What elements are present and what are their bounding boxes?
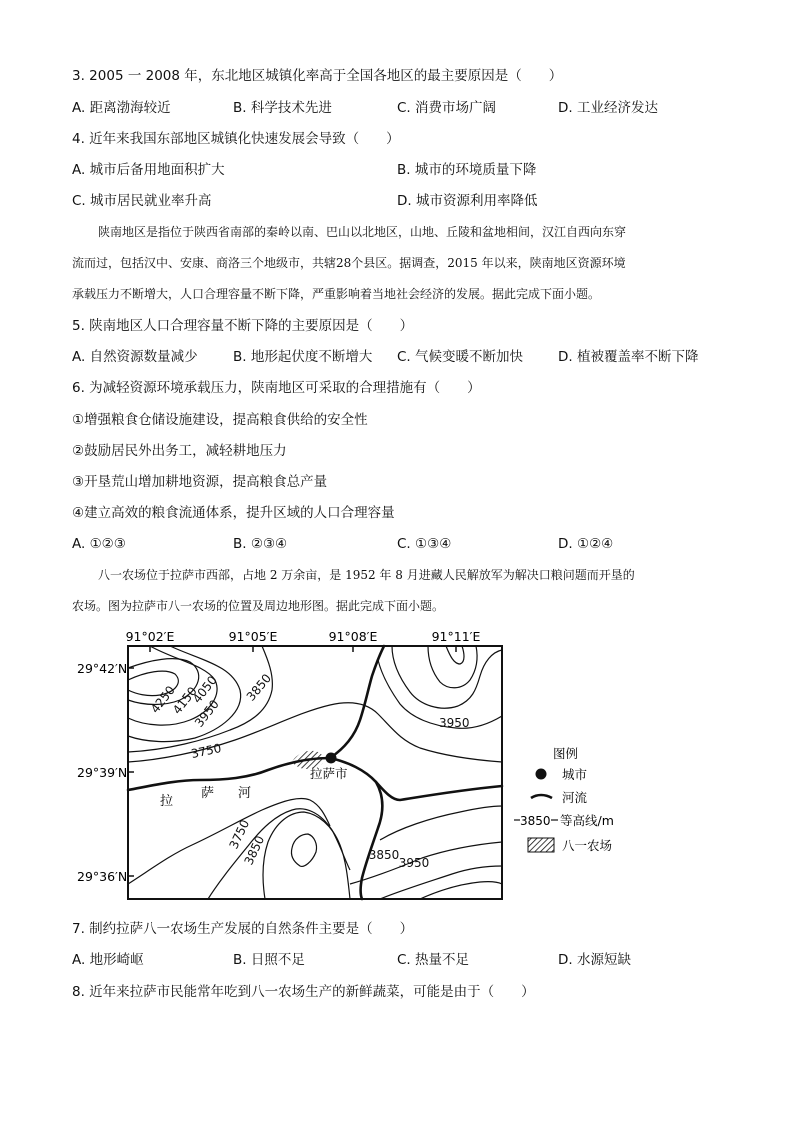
lon-label-1: 91°02′E bbox=[125, 629, 175, 644]
contour-ne-2 bbox=[446, 646, 464, 664]
contour-se-3 bbox=[380, 806, 502, 840]
q6-option-c: C. ①③④ bbox=[397, 536, 452, 552]
river-south-branch bbox=[361, 782, 383, 899]
q3-option-b: B. 科学技术先进 bbox=[233, 100, 332, 116]
topographic-map bbox=[0, 620, 794, 910]
legend-contour-value: 3850 bbox=[520, 814, 551, 828]
q6-statement-1: ①增强粮食仓储设施建设，提高粮食供给的安全性 bbox=[72, 412, 368, 428]
q5-option-a: A. 自然资源数量减少 bbox=[72, 349, 198, 365]
q4-option-a: A. 城市后备用地面积扩大 bbox=[72, 162, 225, 178]
q4-option-d: D. 城市资源利用率降低 bbox=[397, 193, 538, 209]
contour-label-3850-south: 3850 bbox=[241, 833, 268, 868]
q6-statement-2: ②鼓励居民外出务工，减轻耕地压力 bbox=[72, 443, 287, 459]
contour-label-3950-se: 3950 bbox=[398, 856, 430, 870]
legend-river-label: 河流 bbox=[562, 790, 588, 805]
contour-labels bbox=[148, 671, 470, 870]
contour-label-3950-ne: 3950 bbox=[439, 716, 470, 730]
lon-label-3: 91°08′E bbox=[328, 629, 378, 644]
contour-label-4250: 4250 bbox=[147, 683, 178, 716]
q7-option-c: C. 热量不足 bbox=[397, 952, 470, 968]
contour-label-3850-se: 3850 bbox=[368, 848, 400, 862]
passage-shaannan bbox=[72, 217, 724, 310]
contour-label-4050: 4050 bbox=[189, 673, 220, 706]
passage-shaannan-line-2: 流而过，包括汉中、安康、商洛三个地级市，共辖28个县区。据调查，2015 年以来，陕南地区资源环境 bbox=[72, 256, 626, 270]
lat-label-3: 29°36′N bbox=[77, 869, 128, 884]
river-char-sa: 萨 bbox=[201, 786, 215, 801]
q7-option-a: A. 地形崎岖 bbox=[72, 952, 144, 968]
q7-option-d: D. 水源短缺 bbox=[558, 952, 631, 968]
river-east-branch bbox=[330, 758, 502, 800]
q3-option-d: D. 工业经济发达 bbox=[558, 100, 658, 116]
contour-label-3850-nw: 3850 bbox=[243, 671, 275, 704]
q5-option-c: C. 气候变暖不断加快 bbox=[397, 349, 524, 365]
legend-city-marker bbox=[536, 769, 547, 780]
river-north-branch bbox=[330, 646, 384, 758]
q4-stem: 4. 近年来我国东部地区城镇化快速发展会导致（ ） bbox=[72, 131, 400, 147]
q6-statement-4: ④建立高效的粮食流通体系，提升区域的人口合理容量 bbox=[72, 505, 395, 521]
map-legend bbox=[514, 746, 614, 853]
q7-stem: 7. 制约拉萨八一农场生产发展的自然条件主要是（ ） bbox=[72, 921, 414, 937]
lhasa-city-marker bbox=[326, 753, 337, 764]
passage-bayi-farm-line-1: 八一农场位于拉萨市西部，占地 2 万余亩，是 1952 年 8 月进藏人民解放军为解决口粮问题而开垦的 bbox=[98, 568, 635, 582]
contour-label-3750-south: 3750 bbox=[226, 817, 253, 852]
q3-option-a: A. 距离渤海较近 bbox=[72, 100, 171, 116]
lat-label-1: 29°42′N bbox=[77, 661, 128, 676]
q7-option-b: B. 日照不足 bbox=[233, 952, 305, 968]
q6-option-b: B. ②③④ bbox=[233, 536, 288, 552]
legend-title: 图例 bbox=[553, 746, 579, 761]
q5-stem: 5. 陕南地区人口合理容量不断下降的主要原因是（ ） bbox=[72, 318, 414, 334]
legend-city-label: 城市 bbox=[562, 767, 588, 782]
contour-south-hill-inner bbox=[291, 834, 316, 866]
q4-option-c: C. 城市居民就业率升高 bbox=[72, 193, 212, 209]
q6-option-d: D. ①②④ bbox=[558, 536, 614, 552]
passage-shaannan-line-1: 陕南地区是指位于陕西省南部的秦岭以南、巴山以北地区，山地、丘陵和盆地相间，汉江自西向东穿 bbox=[98, 225, 627, 239]
lon-label-2: 91°05′E bbox=[228, 629, 278, 644]
lon-label-4: 91°11′E bbox=[431, 629, 481, 644]
passage-bayi-farm-line-2: 农场。图为拉萨市八一农场的位置及周边地形图。据此完成下面小题。 bbox=[72, 599, 445, 613]
q5-option-b: B. 地形起伏度不断增大 bbox=[233, 349, 373, 365]
q4-option-b: B. 城市的环境质量下降 bbox=[397, 162, 537, 178]
q6-stem: 6. 为减轻资源环境承载压力，陕南地区可采取的合理措施有（ ） bbox=[72, 380, 481, 396]
contour-se-2 bbox=[420, 882, 502, 899]
passage-shaannan-line-3: 承载压力不断增大，人口合理容量不断下降，严重影响着当地社会经济的发展。据此完成下面小题。 bbox=[72, 287, 601, 301]
contour-south-hill-outer bbox=[263, 812, 350, 899]
q8-stem: 8. 近年来拉萨市民能常年吃到八一农场生产的新鲜蔬菜，可能是由于（ ） bbox=[72, 984, 535, 1000]
q6-option-a: A. ①②③ bbox=[72, 536, 126, 552]
contour-ne-1 bbox=[392, 646, 502, 708]
contour-3950-ne bbox=[428, 646, 477, 688]
legend-farm-label: 八一农场 bbox=[562, 838, 613, 853]
lhasa-city-label: 拉萨市 bbox=[310, 766, 348, 781]
q3-option-c: C. 消费市场广阔 bbox=[397, 100, 497, 116]
contour-label-4150: 4150 bbox=[169, 684, 200, 717]
legend-farm-symbol bbox=[528, 838, 554, 852]
contour-label-3750-north: 3750 bbox=[189, 741, 223, 762]
river-char-he: 河 bbox=[238, 786, 252, 801]
passage-bayi-farm bbox=[72, 560, 724, 622]
contour-label-3950-nw: 3950 bbox=[191, 697, 222, 730]
q6-statement-3: ③开垦荒山增加耕地资源，提高粮食总产量 bbox=[72, 474, 328, 490]
legend-contour-label: 等高线/m bbox=[560, 813, 614, 828]
lat-label-2: 29°39′N bbox=[77, 765, 128, 780]
map-ticks bbox=[128, 646, 456, 876]
legend-river-symbol bbox=[531, 795, 552, 798]
q3-stem: 3. 2005 一 2008 年，东北地区城镇化率高于全国各地区的最主要原因是（ ） bbox=[72, 68, 563, 84]
river-char-la: 拉 bbox=[160, 794, 174, 809]
q5-option-d: D. 植被覆盖率不断下降 bbox=[558, 349, 699, 365]
contour-3950-se bbox=[380, 866, 502, 899]
